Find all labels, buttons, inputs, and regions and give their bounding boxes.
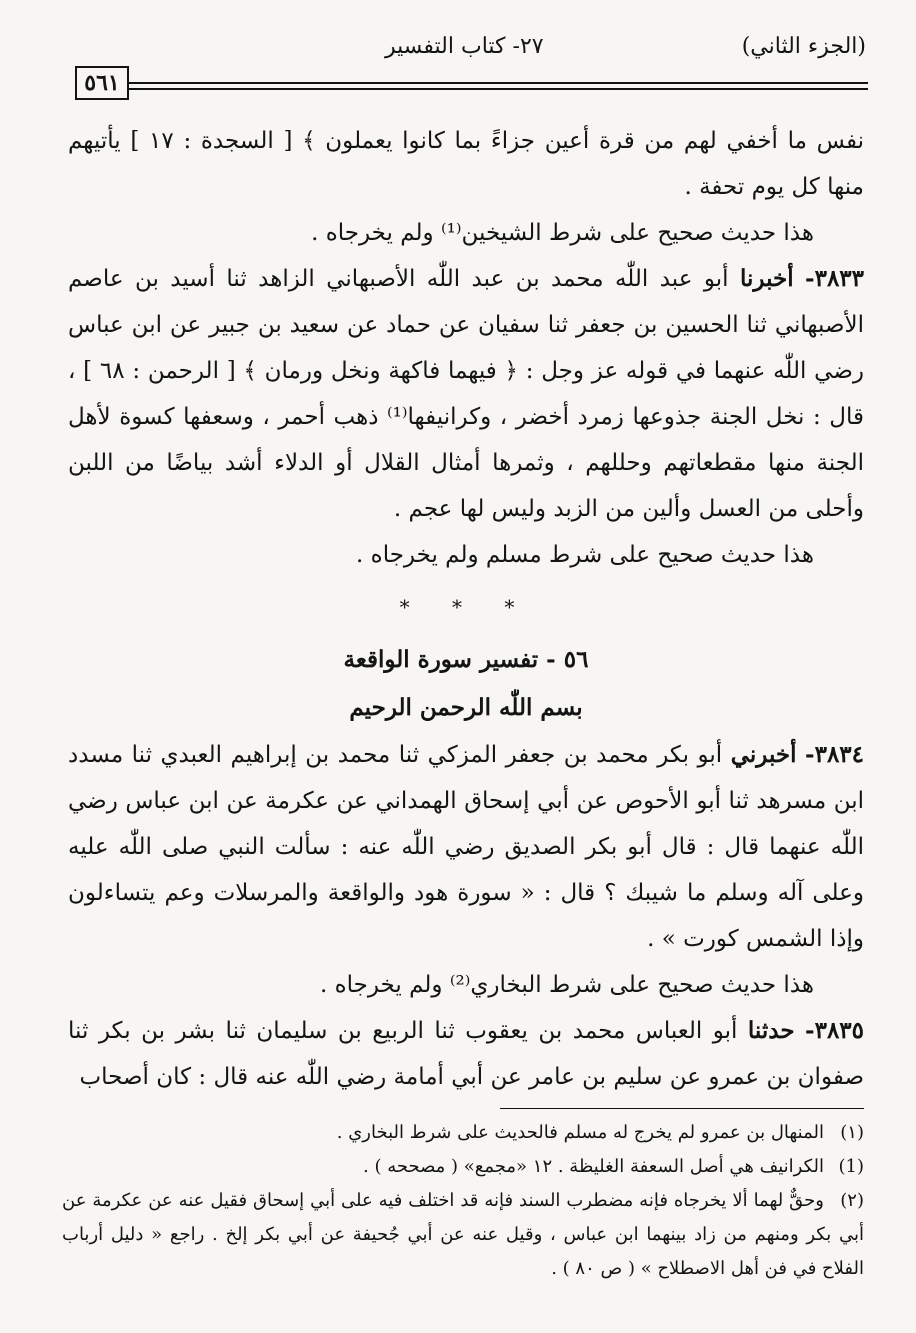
hadith-text: أبو العباس محمد بن يعقوب ثنا الربيع بن سليمان ثنا بشر بن بكر ثنا صفوان بن عمرو عن سليم بن عامر عن أبي أمامة رضي اللّٰه عنه قال : كان أصحاب bbox=[68, 1018, 864, 1090]
footnote bbox=[62, 1150, 864, 1184]
footnote bbox=[62, 1184, 864, 1286]
footnote-text: الكرانيف هي أصل السعفة الغليظة . ١٢ «مجمع» ( مصححه ) . bbox=[363, 1156, 824, 1177]
page-number: ٥٦١ bbox=[75, 66, 129, 100]
footnote-mark: (٢) bbox=[840, 1190, 864, 1211]
hadith-lead: أخبرني bbox=[730, 741, 797, 768]
hadith-number: ٣٨٣٤- bbox=[805, 741, 865, 768]
grading-note: هذا حديث صحيح على شرط البخاري⁽²⁾ ولم يخرجاه . bbox=[319, 972, 814, 998]
footnote-mark: (١) bbox=[840, 1122, 864, 1143]
footnotes bbox=[62, 1116, 864, 1286]
hadith-text: أبو عبد اللّٰه محمد بن عبد اللّٰه الأصبهاني الزاهد ثنا أسيد بن عاصم الأصبهاني ثنا الحسين بن جعفر ثنا سفيان عن حماد عن سعيد بن جبير عن ابن عباس رضي اللّٰه عنهما في قوله عز وجل : ﴿ فيهما فاكهة ونخل ورمان ﴾ [ الرحمن : ٦٨ ] ، قال : نخل الجنة جذوعها زمرد أخضر ، وكرانيفها⁽¹⁾ ذهب أحمر ، وسعفها كسوة لأهل الجنة منها مقطعاتهم وحللهم ، وثمرها أمثال القلال أو الدلاء أشد بياضًا من اللبن وأحلى من العسل وألين من الزبد وليس لها عجم . bbox=[68, 266, 864, 522]
book-title: ٢٧- كتاب التفسير bbox=[385, 34, 544, 59]
surah-heading: ٥٦ - تفسير سورة الواقعة bbox=[343, 646, 589, 673]
grading-note: هذا حديث صحيح على شرط الشيخين⁽¹⁾ ولم يخرجاه . bbox=[311, 220, 814, 246]
hadith-number: ٣٨٣٥- bbox=[805, 1017, 865, 1044]
hadith-3835 bbox=[68, 1008, 864, 1100]
footnote bbox=[62, 1116, 864, 1150]
hadith-text: أبو بكر محمد بن جعفر المزكي ثنا محمد بن إبراهيم العبدي ثنا مسدد ابن مسرهد ثنا أبو الأحوص عن أبي إسحاق الهمداني عن عكرمة عن ابن عباس رضي اللّٰه عنهما قال : قال أبو بكر الصديق رضي اللّٰه عنه : سألت النبي صلى اللّٰه عليه وعلى آله وسلم ما شيبك ؟ قال : « سورة هود والواقعة والمرسلات وعم يتساءلون وإذا الشمس كورت » . bbox=[68, 742, 864, 952]
volume-label: (الجزء الثاني) bbox=[741, 34, 866, 59]
hadith-3834 bbox=[68, 732, 864, 962]
hadith-number: ٣٨٣٣- bbox=[805, 265, 865, 292]
main-text bbox=[68, 118, 864, 1100]
hadith-lead: أخبرنا bbox=[739, 265, 794, 292]
header-rule bbox=[128, 82, 868, 84]
section-separator: * * * bbox=[399, 595, 533, 619]
footnote-mark: (1) bbox=[838, 1156, 864, 1177]
hadith-lead: حدثنا bbox=[747, 1017, 795, 1044]
paragraph: نفس ما أخفي لهم من قرة أعين جزاءً بما كانوا يعملون ﴾ [ السجدة : ١٧ ] يأتيهم منها كل يوم تحفة . bbox=[68, 128, 864, 200]
hadith-3833 bbox=[68, 256, 864, 532]
basmala: بسم اللّٰه الرحمن الرحيم bbox=[349, 694, 583, 721]
footnote-rule bbox=[500, 1108, 864, 1109]
header-rule bbox=[128, 88, 868, 90]
footnote-text: المنهال بن عمرو لم يخرج له مسلم فالحديث على شرط البخاري . bbox=[336, 1122, 824, 1143]
footnote-text: وحقٌّ لهما ألا يخرجاه فإنه مضطرب السند فإنه قد اختلف فيه على أبي إسحاق فقيل عنه عن عكرمة عن أبي بكر ومنهم من زاد بينهما ابن عباس ، وقيل عنه عن أبي جُحيفة عن أبي بكر إلخ . راجع « دليل أرباب الفلاح في فن أهل الاصطلاح » ( ص ٨٠ ) . bbox=[62, 1190, 864, 1279]
grading-note: هذا حديث صحيح على شرط مسلم ولم يخرجاه . bbox=[356, 542, 814, 568]
